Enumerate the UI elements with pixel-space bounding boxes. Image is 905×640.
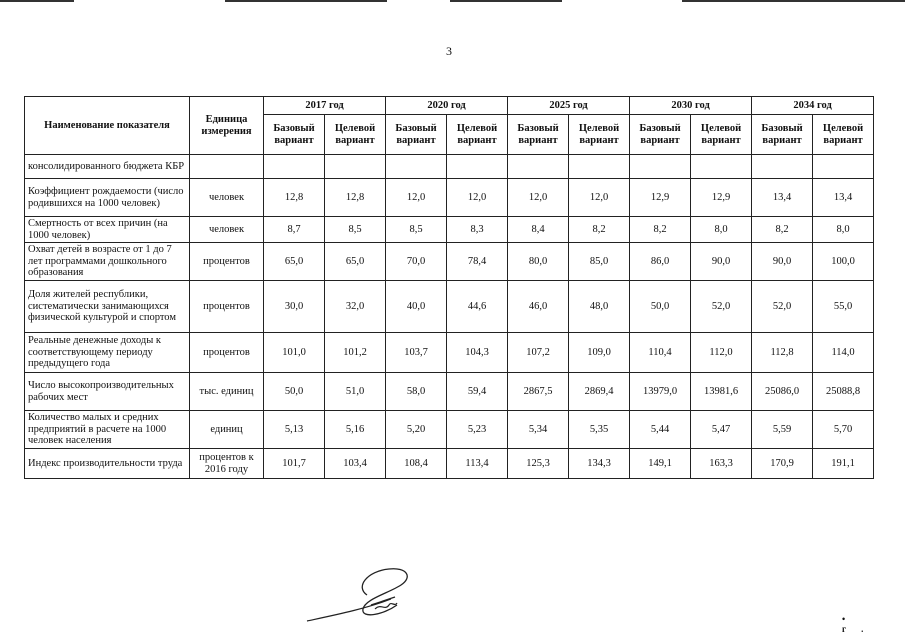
indicator-value: 134,3 [569, 449, 630, 479]
indicator-name: консолидированного бюджета КБР [25, 155, 190, 179]
table-row [25, 333, 874, 373]
indicator-value: 13981,6 [691, 373, 752, 411]
indicator-value: 70,0 [386, 243, 447, 281]
header-variant-base: Базовый вариант [630, 115, 691, 155]
header-year-2025: 2025 год [508, 97, 630, 115]
indicator-value: 103,4 [325, 449, 386, 479]
header-variant-base: Базовый вариант [508, 115, 569, 155]
indicator-unit: человек [190, 217, 264, 243]
indicator-value: 5,23 [447, 411, 508, 449]
indicator-value: 58,0 [386, 373, 447, 411]
indicator-value: 25088,8 [813, 373, 874, 411]
indicator-value: 170,9 [752, 449, 813, 479]
indicator-name: Смертность от всех причин (на 1000 человек) [25, 217, 190, 243]
header-year-2034: 2034 год [752, 97, 874, 115]
indicator-value [386, 155, 447, 179]
indicator-value: 101,0 [264, 333, 325, 373]
indicator-unit: процентов к 2016 году [190, 449, 264, 479]
indicator-value: 40,0 [386, 281, 447, 333]
indicator-value: 30,0 [264, 281, 325, 333]
indicator-value: 51,0 [325, 373, 386, 411]
indicator-value: 112,0 [691, 333, 752, 373]
indicator-value: 8,7 [264, 217, 325, 243]
indicator-name: Охват детей в возрасте от 1 до 7 лет программами дошкольного образования [25, 243, 190, 281]
indicator-value: 8,3 [447, 217, 508, 243]
indicator-value: 13,4 [813, 179, 874, 217]
header-variant-target: Целевой вариант [325, 115, 386, 155]
indicator-value: 112,8 [752, 333, 813, 373]
indicator-value: 12,0 [386, 179, 447, 217]
indicator-value: 5,35 [569, 411, 630, 449]
indicator-value: 12,0 [447, 179, 508, 217]
indicator-unit: тыс. единиц [190, 373, 264, 411]
indicator-value: 125,3 [508, 449, 569, 479]
top-rule-2 [225, 0, 387, 2]
indicator-name: Количество малых и средних предприятий в расчете на 1000 человек населения [25, 411, 190, 449]
indicator-value: 13979,0 [630, 373, 691, 411]
indicator-value: 32,0 [325, 281, 386, 333]
indicator-value: 5,44 [630, 411, 691, 449]
indicator-value: 50,0 [630, 281, 691, 333]
indicator-value: 103,7 [386, 333, 447, 373]
indicator-value: 80,0 [508, 243, 569, 281]
indicator-value: 12,8 [325, 179, 386, 217]
header-variant-base: Базовый вариант [752, 115, 813, 155]
corner-marks: • г. [842, 614, 880, 634]
indicator-value: 8,0 [691, 217, 752, 243]
table-row [25, 155, 874, 179]
indicator-value: 108,4 [386, 449, 447, 479]
indicator-value: 8,0 [813, 217, 874, 243]
header-variant-target: Целевой вариант [569, 115, 630, 155]
indicator-value: 107,2 [508, 333, 569, 373]
indicator-value: 5,47 [691, 411, 752, 449]
indicator-value [630, 155, 691, 179]
indicators-table [24, 96, 874, 479]
indicator-value [264, 155, 325, 179]
indicator-value: 191,1 [813, 449, 874, 479]
indicator-value: 113,4 [447, 449, 508, 479]
indicator-value: 13,4 [752, 179, 813, 217]
header-year-2017: 2017 год [264, 97, 386, 115]
table-row [25, 411, 874, 449]
top-rule-1 [0, 0, 74, 2]
indicator-value: 100,0 [813, 243, 874, 281]
page-number: 3 [446, 44, 452, 58]
indicator-value [691, 155, 752, 179]
indicator-name: Индекс производительности труда [25, 449, 190, 479]
table-row [25, 243, 874, 281]
indicator-value: 52,0 [752, 281, 813, 333]
indicator-value: 90,0 [752, 243, 813, 281]
indicator-unit: процентов [190, 333, 264, 373]
indicator-name: Коэффициент рождаемости (число родившихся на 1000 человек) [25, 179, 190, 217]
indicator-value: 101,2 [325, 333, 386, 373]
indicator-value: 46,0 [508, 281, 569, 333]
indicator-value: 90,0 [691, 243, 752, 281]
indicator-unit: процентов [190, 243, 264, 281]
indicator-value: 8,2 [630, 217, 691, 243]
indicator-value: 65,0 [325, 243, 386, 281]
indicator-value: 101,7 [264, 449, 325, 479]
indicator-value: 110,4 [630, 333, 691, 373]
indicator-unit: человек [190, 179, 264, 217]
indicator-value: 5,59 [752, 411, 813, 449]
indicator-value: 149,1 [630, 449, 691, 479]
indicator-unit: единиц [190, 411, 264, 449]
indicator-value: 5,70 [813, 411, 874, 449]
table-body [25, 155, 874, 479]
indicator-value: 8,5 [386, 217, 447, 243]
indicator-value: 5,34 [508, 411, 569, 449]
indicator-value: 109,0 [569, 333, 630, 373]
top-rule-4 [682, 0, 905, 2]
indicator-value: 2869,4 [569, 373, 630, 411]
indicator-value: 5,16 [325, 411, 386, 449]
indicator-value: 78,4 [447, 243, 508, 281]
indicator-value [508, 155, 569, 179]
indicator-name: Число высокопроизводительных рабочих мест [25, 373, 190, 411]
indicator-value: 59,4 [447, 373, 508, 411]
indicator-value: 104,3 [447, 333, 508, 373]
table-row [25, 179, 874, 217]
indicator-value: 8,5 [325, 217, 386, 243]
indicator-name: Реальные денежные доходы к соответствующему периоду предыдущего года [25, 333, 190, 373]
header-variant-target: Целевой вариант [447, 115, 508, 155]
table-row [25, 449, 874, 479]
header-indicator-name: Наименование показателя [25, 97, 190, 155]
indicator-value: 48,0 [569, 281, 630, 333]
indicator-value [569, 155, 630, 179]
indicator-value: 8,4 [508, 217, 569, 243]
header-variant-base: Базовый вариант [264, 115, 325, 155]
indicator-unit: процентов [190, 281, 264, 333]
header-variant-base: Базовый вариант [386, 115, 447, 155]
indicator-value: 2867,5 [508, 373, 569, 411]
table-row [25, 373, 874, 411]
indicator-value: 12,0 [508, 179, 569, 217]
indicator-value: 5,20 [386, 411, 447, 449]
indicator-value: 50,0 [264, 373, 325, 411]
indicator-value: 12,9 [691, 179, 752, 217]
header-variant-target: Целевой вариант [813, 115, 874, 155]
indicator-value: 5,13 [264, 411, 325, 449]
indicator-value: 25086,0 [752, 373, 813, 411]
header-year-2020: 2020 год [386, 97, 508, 115]
indicator-value: 163,3 [691, 449, 752, 479]
indicator-value: 44,6 [447, 281, 508, 333]
indicator-value: 52,0 [691, 281, 752, 333]
indicator-value: 65,0 [264, 243, 325, 281]
indicator-name: Доля жителей республики, систематически занимающихся физической культурой и спортом [25, 281, 190, 333]
header-variant-target: Целевой вариант [691, 115, 752, 155]
indicator-unit [190, 155, 264, 179]
indicator-value: 12,9 [630, 179, 691, 217]
signature [305, 565, 425, 625]
indicator-value: 114,0 [813, 333, 874, 373]
table-row [25, 281, 874, 333]
indicator-value [752, 155, 813, 179]
header-year-2030: 2030 год [630, 97, 752, 115]
indicator-value [813, 155, 874, 179]
indicator-value: 85,0 [569, 243, 630, 281]
header-unit: Единица измерения [190, 97, 264, 155]
top-rule-3 [450, 0, 562, 2]
indicator-value [325, 155, 386, 179]
indicator-value [447, 155, 508, 179]
indicator-value: 8,2 [752, 217, 813, 243]
indicator-value: 8,2 [569, 217, 630, 243]
indicator-value: 12,0 [569, 179, 630, 217]
indicator-value: 55,0 [813, 281, 874, 333]
indicator-value: 12,8 [264, 179, 325, 217]
table-row [25, 217, 874, 243]
indicator-value: 86,0 [630, 243, 691, 281]
